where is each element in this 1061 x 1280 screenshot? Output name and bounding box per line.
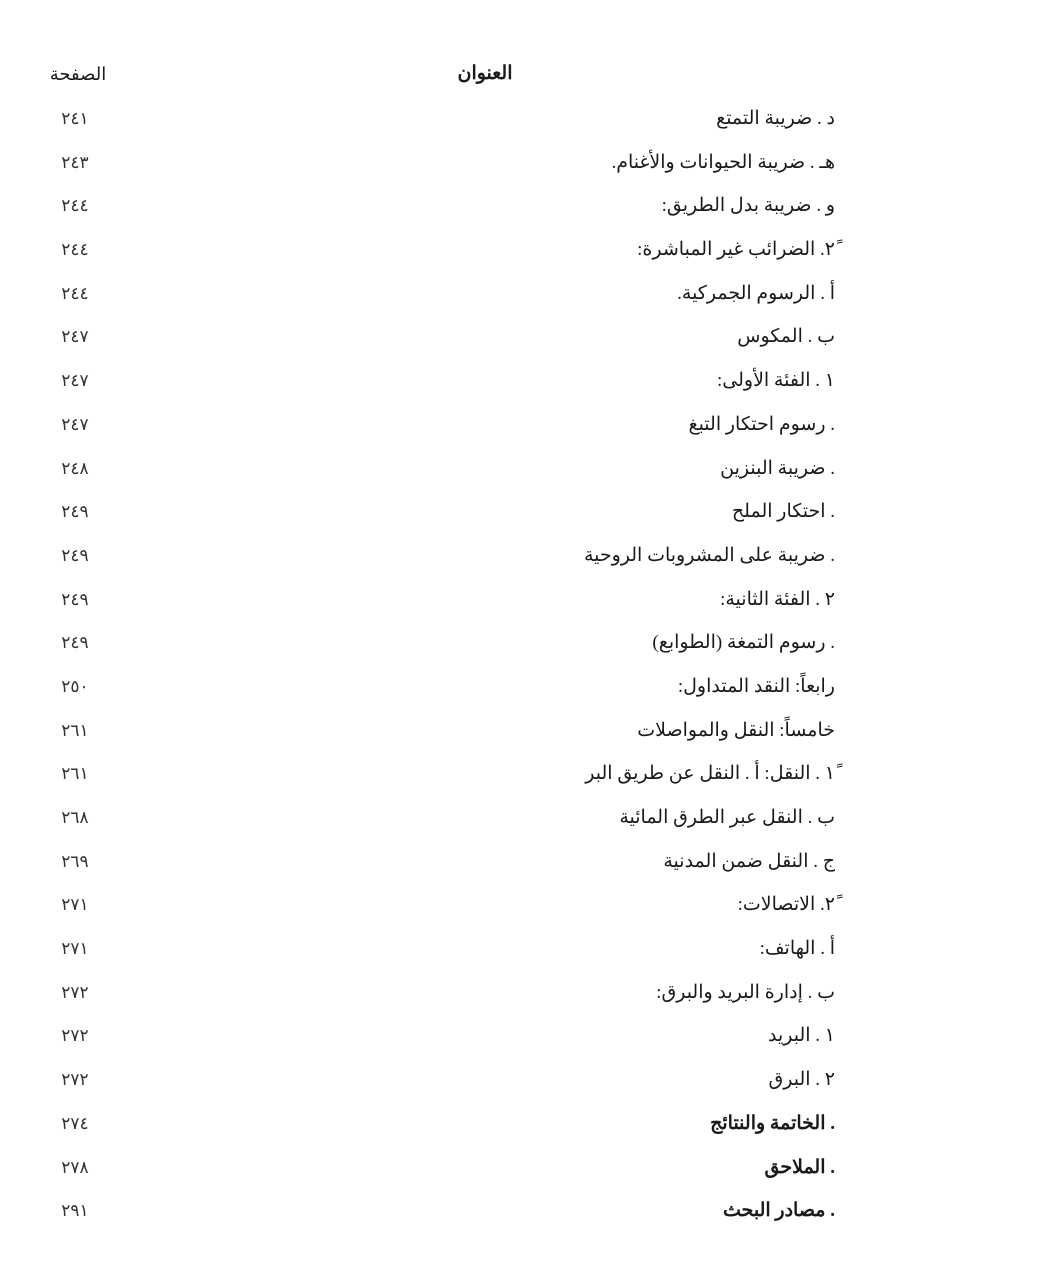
toc-entry (0, 494, 1061, 538)
toc-entry (0, 363, 1061, 407)
toc-entry-title: د . ضريبة التمتع (716, 108, 835, 129)
toc-entry (0, 887, 1061, 931)
toc-entry (0, 1062, 1061, 1106)
toc-entry-title: . رسوم احتكار التبغ (688, 413, 835, 435)
toc-entry (0, 188, 1061, 232)
toc-entry-title: ١ . البريد (767, 1025, 835, 1047)
toc-entry-title: . الملاحق (764, 1156, 835, 1178)
toc-entry-page-number: ٢٥٠ (61, 676, 89, 696)
toc-entry (0, 276, 1061, 320)
toc-entry (0, 800, 1061, 844)
toc-entry (0, 1018, 1061, 1062)
toc-entry-page-number: ٢٦٩ (61, 851, 89, 871)
toc-entry-title: ٢ . الفئة الثانية: (720, 588, 835, 610)
toc-entry-title: ٢ . البرق (768, 1069, 835, 1091)
toc-entry-page-number: ٢٤٨ (61, 458, 89, 478)
toc-entry-page-number: ٢٦١ (61, 764, 89, 784)
toc-entry-page-number: ٢٧٨ (61, 1157, 89, 1177)
toc-entry (0, 582, 1061, 626)
toc-entry-title: أ . الرسوم الجمركية. (677, 282, 835, 304)
toc-entry-title: أ . الهاتف: (759, 938, 835, 960)
toc-entry-page-number: ٢٧١ (61, 895, 89, 915)
toc-entry (0, 1150, 1061, 1194)
toc-entry-page-number: ٢٤٤ (61, 240, 89, 260)
toc-entry-page-number: ٢٤٩ (61, 502, 89, 522)
toc-entry-title: هـ . ضريبة الحيوانات والأغنام. (611, 151, 835, 173)
toc-entry-title: ب . المكوس (737, 326, 835, 348)
toc-entry-page-number: ٢٧١ (61, 939, 89, 959)
toc-entry-title: ١ . الفئة الأولى: (716, 370, 835, 392)
toc-entry (0, 669, 1061, 713)
toc-entry-page-number: ٢٩١ (61, 1201, 89, 1221)
toc-entry-page-number: ٢٤٧ (61, 414, 89, 434)
toc-entry (0, 319, 1061, 363)
toc-entry (0, 713, 1061, 757)
toc-entry-page-number: ٢٧٢ (61, 1070, 89, 1090)
toc-entry-title: . الخاتمة والنتائج (710, 1112, 835, 1134)
toc-entry (0, 931, 1061, 975)
toc-entry (0, 232, 1061, 276)
toc-entry-page-number: ٢٦٨ (61, 808, 89, 827)
toc-entry (0, 145, 1061, 189)
toc-entry-title: ب . إدارة البريد والبرق: (656, 981, 835, 1003)
toc-entry (0, 451, 1061, 495)
toc-entry-page-number: ٢٤١ (61, 109, 89, 128)
toc-entry-title: . احتكار الملح (731, 501, 835, 523)
toc-entry-page-number: ٢٧٤ (61, 1113, 89, 1133)
toc-entry-page-number: ٢٤٧ (61, 327, 89, 347)
toc-entry-title: ٢ً. الضرائب غير المباشرة: (637, 239, 835, 261)
toc-entry-page-number: ٢٧٢ (61, 1026, 89, 1046)
toc-entry (0, 1193, 1061, 1237)
toc-entry-title: . ضريبة على المشروبات الروحية (583, 544, 835, 566)
toc-entry (0, 538, 1061, 582)
title-column-header: العنوان (457, 63, 513, 84)
toc-entry-page-number: ٢٤٩ (61, 633, 89, 653)
toc-entry-page-number: ٢٦١ (61, 720, 89, 740)
toc-entry-title: . ضريبة البنزين (720, 457, 835, 479)
toc-entry (0, 756, 1061, 800)
toc-entry-page-number: ٢٤٤ (61, 283, 89, 303)
toc-entry (0, 625, 1061, 669)
toc-entries-list (0, 101, 1061, 1237)
toc-entry-page-number: ٢٤٩ (61, 589, 89, 609)
toc-entry (0, 407, 1061, 451)
toc-entry-title: ج . النقل ضمن المدنية (663, 850, 835, 872)
toc-entry-page-number: ٢٧٢ (61, 982, 89, 1002)
toc-entry-title: ٢ً. الاتصالات: (737, 894, 835, 916)
toc-entry-title: ١ً . النقل: أ . النقل عن طريق البر (585, 763, 835, 785)
toc-entry-title: ب . النقل عبر الطرق المائية (619, 807, 835, 828)
toc-entry-title: . مصادر البحث (722, 1200, 835, 1222)
toc-entry-title: رابعاً: النقد المتداول: (677, 675, 835, 697)
toc-entry-title: و . ضريبة بدل الطريق: (661, 195, 835, 217)
page-column-header: الصفحة (49, 64, 107, 84)
toc-entry-page-number: ٢٤٣ (61, 152, 89, 172)
toc-entry (0, 101, 1061, 145)
toc-entry-title: . رسوم التمغة (الطوابع) (652, 632, 835, 654)
toc-entry (0, 975, 1061, 1019)
toc-entry (0, 1106, 1061, 1150)
toc-entry (0, 844, 1061, 888)
toc-entry-title: خامساً: النقل والمواصلات (637, 719, 835, 741)
toc-entry-page-number: ٢٤٧ (61, 371, 89, 391)
toc-entry-page-number: ٢٤٩ (61, 545, 89, 565)
toc-entry-page-number: ٢٤٤ (61, 196, 89, 216)
